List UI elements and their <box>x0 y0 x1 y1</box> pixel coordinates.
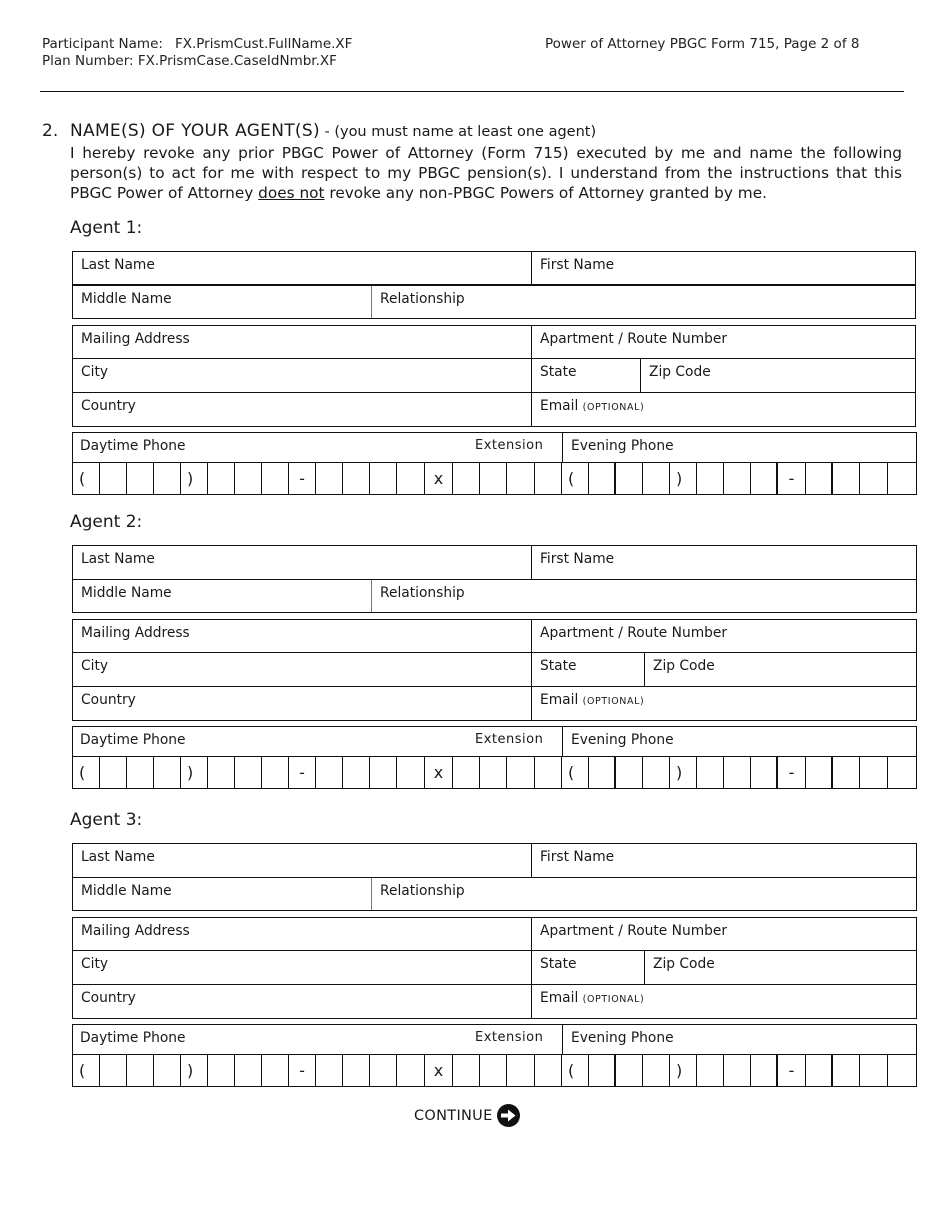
eve-area-digit[interactable] <box>589 463 616 494</box>
day-line-digit[interactable] <box>370 1055 397 1086</box>
agent-3-apartment-field[interactable]: Apartment / Route Number <box>540 923 728 939</box>
day-line-digit[interactable] <box>316 1055 343 1086</box>
dash: - <box>778 1055 806 1086</box>
agent-3-label: Agent 3: <box>70 810 143 830</box>
agent-2-state-field[interactable]: State <box>532 653 645 686</box>
continue-button[interactable] <box>414 1104 520 1127</box>
paren-open: ( <box>562 1055 589 1086</box>
email-label: Email <box>540 692 579 708</box>
section-title-text: NAME(S) OF YOUR AGENT(S) <box>70 121 320 141</box>
agent-3-zip-field[interactable]: Zip Code <box>653 956 715 972</box>
dash: - <box>778 757 806 788</box>
section-number: 2. <box>42 121 59 141</box>
extension-label: Extension <box>475 1030 544 1045</box>
agent-3-mailing-address-field[interactable]: Mailing Address <box>73 918 532 950</box>
email-optional-note: (OPTIONAL) <box>582 994 645 1005</box>
eve-prefix-digit[interactable] <box>724 463 751 494</box>
agent-1-phone-table <box>72 432 917 495</box>
agent-1-address-table <box>72 325 916 427</box>
agent-3-name-table <box>72 843 917 911</box>
eve-line-digit[interactable] <box>806 1055 833 1086</box>
paren-open: ( <box>562 757 589 788</box>
eve-area-digit[interactable] <box>616 1055 643 1086</box>
email-optional-note: (OPTIONAL) <box>582 696 645 707</box>
paren-close: ) <box>670 1055 697 1086</box>
agent-1-middle-name-field[interactable]: Middle Name <box>73 286 372 318</box>
paren-open: ( <box>73 757 100 788</box>
ext-x: x <box>425 757 453 788</box>
paren-close: ) <box>181 757 208 788</box>
dash: - <box>289 1055 316 1086</box>
day-prefix-digit[interactable] <box>262 1055 289 1086</box>
day-area-digit[interactable] <box>154 1055 181 1086</box>
day-area-digit[interactable] <box>127 1055 154 1086</box>
section-instructions <box>70 143 902 203</box>
eve-prefix-digit[interactable] <box>697 1055 724 1086</box>
evening-phone-label: Evening Phone <box>571 438 674 454</box>
phone-divider <box>562 1025 563 1054</box>
eve-area-digit[interactable] <box>589 757 616 788</box>
agent-1-country-field[interactable]: Country <box>73 393 532 426</box>
instructions-part1: I hereby revoke any prior PBGC Power of Attorney (Form 715) executed by me and name the following person(s) to act for me with respect to my PBGC pension(s). I understand from the instructions that this PBGC Power of Attorney <box>70 144 902 202</box>
phone-divider <box>562 433 563 462</box>
day-prefix-digit[interactable] <box>208 463 235 494</box>
paren-close: ) <box>670 757 697 788</box>
section-title-note: - (you must name at least one agent) <box>319 124 597 140</box>
agent-1-last-name-field[interactable]: Last Name <box>73 252 532 284</box>
evening-phone-label: Evening Phone <box>571 732 674 748</box>
agent-2-mailing-address-field[interactable]: Mailing Address <box>73 620 532 652</box>
agent-1-state-field[interactable]: State <box>532 359 641 392</box>
daytime-phone-label: Daytime Phone <box>80 732 186 748</box>
day-line-digit[interactable] <box>343 757 370 788</box>
paren-open: ( <box>73 1055 100 1086</box>
agent-2-city-field[interactable]: City <box>73 653 532 686</box>
eve-prefix-digit[interactable] <box>751 463 778 494</box>
phone-divider <box>562 727 563 756</box>
eve-line-digit[interactable] <box>860 757 888 788</box>
ext-digit[interactable] <box>453 757 480 788</box>
agent-3-email-field[interactable] <box>532 985 916 1018</box>
agent-2-last-name-field[interactable]: Last Name <box>73 546 532 579</box>
ext-digit[interactable] <box>507 1055 535 1086</box>
day-line-digit[interactable] <box>397 463 425 494</box>
dash: - <box>289 463 316 494</box>
agent-2-name-table <box>72 545 917 613</box>
eve-line-digit[interactable] <box>860 463 888 494</box>
eve-line-digit[interactable] <box>888 757 916 788</box>
agent-3-relationship-field[interactable]: Relationship <box>380 883 465 899</box>
plan-label: Plan Number: <box>42 53 134 69</box>
eve-line-digit[interactable] <box>833 463 860 494</box>
eve-area-digit[interactable] <box>643 1055 670 1086</box>
eve-line-digit[interactable] <box>860 1055 888 1086</box>
agent-1-email-field[interactable] <box>532 393 915 426</box>
ext-digit[interactable] <box>480 463 507 494</box>
agent-2-label: Agent 2: <box>70 512 143 532</box>
agent-1-phone-boxes <box>73 463 916 494</box>
paren-close: ) <box>181 1055 208 1086</box>
paren-close: ) <box>670 463 697 494</box>
day-prefix-digit[interactable] <box>208 757 235 788</box>
day-prefix-digit[interactable] <box>208 1055 235 1086</box>
ext-digit[interactable] <box>453 463 480 494</box>
day-line-digit[interactable] <box>343 1055 370 1086</box>
extension-label: Extension <box>475 438 544 453</box>
agent-1-name-table <box>72 251 916 319</box>
agent-3-middle-name-field[interactable]: Middle Name <box>73 878 372 910</box>
agent-1-label: Agent 1: <box>70 218 143 238</box>
day-line-digit[interactable] <box>343 463 370 494</box>
plan-value: FX.PrismCase.CaseIdNmbr.XF <box>137 53 337 69</box>
ext-digit[interactable] <box>535 1055 562 1086</box>
ext-digit[interactable] <box>535 757 562 788</box>
ext-digit[interactable] <box>535 463 562 494</box>
day-area-digit[interactable] <box>100 757 127 788</box>
eve-prefix-digit[interactable] <box>751 757 778 788</box>
agent-2-apartment-field[interactable]: Apartment / Route Number <box>540 625 728 641</box>
instructions-part2: revoke any non-PBGC Powers of Attorney granted by me. <box>324 184 767 202</box>
eve-area-digit[interactable] <box>589 1055 616 1086</box>
eve-line-digit[interactable] <box>806 463 833 494</box>
continue-label: CONTINUE <box>414 1107 493 1124</box>
agent-2-phone-table <box>72 726 917 789</box>
paren-open: ( <box>73 463 100 494</box>
eve-line-digit[interactable] <box>888 1055 916 1086</box>
paren-open: ( <box>562 463 589 494</box>
ext-x: x <box>425 1055 453 1086</box>
agent-1-relationship-field[interactable]: Relationship <box>380 291 465 307</box>
day-area-digit[interactable] <box>100 1055 127 1086</box>
eve-line-digit[interactable] <box>888 463 916 494</box>
ext-digit[interactable] <box>480 757 507 788</box>
dash: - <box>778 463 806 494</box>
extension-label: Extension <box>475 732 544 747</box>
day-line-digit[interactable] <box>370 757 397 788</box>
day-line-digit[interactable] <box>316 463 343 494</box>
ext-digit[interactable] <box>453 1055 480 1086</box>
agent-3-city-field[interactable]: City <box>73 951 532 984</box>
day-prefix-digit[interactable] <box>262 463 289 494</box>
eve-area-digit[interactable] <box>643 757 670 788</box>
header-divider <box>40 91 904 92</box>
eve-prefix-digit[interactable] <box>724 1055 751 1086</box>
paren-close: ) <box>181 463 208 494</box>
arrow-right-circle-icon <box>497 1104 520 1127</box>
eve-area-digit[interactable] <box>616 463 643 494</box>
daytime-phone-label: Daytime Phone <box>80 1030 186 1046</box>
eve-prefix-digit[interactable] <box>724 757 751 788</box>
agent-1-mailing-address-field[interactable]: Mailing Address <box>73 326 532 358</box>
dash: - <box>289 757 316 788</box>
agent-1-city-field[interactable]: City <box>73 359 532 392</box>
agent-3-phone-table <box>72 1024 917 1087</box>
day-prefix-digit[interactable] <box>235 757 262 788</box>
day-prefix-digit[interactable] <box>262 757 289 788</box>
ext-x: x <box>425 463 453 494</box>
ext-digit[interactable] <box>480 1055 507 1086</box>
section-title <box>70 121 902 143</box>
agent-3-first-name-field[interactable]: First Name <box>540 849 615 865</box>
eve-prefix-digit[interactable] <box>697 757 724 788</box>
agent-2-relationship-field[interactable]: Relationship <box>380 585 465 601</box>
eve-line-digit[interactable] <box>833 1055 860 1086</box>
daytime-phone-label: Daytime Phone <box>80 438 186 454</box>
agent-2-zip-field[interactable]: Zip Code <box>653 658 715 674</box>
email-label: Email <box>540 398 579 414</box>
eve-prefix-digit[interactable] <box>697 463 724 494</box>
evening-phone-label: Evening Phone <box>571 1030 674 1046</box>
agent-3-address-table <box>72 917 917 1019</box>
day-line-digit[interactable] <box>397 1055 425 1086</box>
form-title: Power of Attorney PBGC Form 715, Page 2 of 8 <box>545 36 860 52</box>
agent-2-middle-name-field[interactable]: Middle Name <box>73 580 372 612</box>
eve-line-digit[interactable] <box>833 757 860 788</box>
day-prefix-digit[interactable] <box>235 463 262 494</box>
day-area-digit[interactable] <box>127 757 154 788</box>
instructions-emphasis: does not <box>258 184 325 202</box>
email-label: Email <box>540 990 579 1006</box>
day-line-digit[interactable] <box>316 757 343 788</box>
participant-info <box>42 36 352 70</box>
day-area-digit[interactable] <box>127 463 154 494</box>
agent-1-apartment-field[interactable]: Apartment / Route Number <box>540 331 728 347</box>
day-line-digit[interactable] <box>397 757 425 788</box>
participant-value: FX.PrismCust.FullName.XF <box>174 36 353 52</box>
agent-3-last-name-field[interactable]: Last Name <box>73 844 532 877</box>
ext-digit[interactable] <box>507 757 535 788</box>
agent-2-email-field[interactable] <box>532 687 916 720</box>
agent-2-country-field[interactable]: Country <box>73 687 532 720</box>
agent-3-country-field[interactable]: Country <box>73 985 532 1018</box>
day-area-digit[interactable] <box>154 463 181 494</box>
participant-label: Participant Name: <box>42 36 163 52</box>
email-optional-note: (OPTIONAL) <box>582 402 645 413</box>
agent-3-phone-boxes <box>73 1055 916 1086</box>
eve-line-digit[interactable] <box>806 757 833 788</box>
agent-3-state-field[interactable]: State <box>532 951 645 984</box>
agent-2-phone-boxes <box>73 757 916 788</box>
eve-area-digit[interactable] <box>643 463 670 494</box>
day-line-digit[interactable] <box>370 463 397 494</box>
eve-area-digit[interactable] <box>616 757 643 788</box>
agent-2-address-table <box>72 619 917 721</box>
agent-1-zip-field[interactable]: Zip Code <box>649 364 711 380</box>
agent-1-first-name-field[interactable]: First Name <box>540 257 615 273</box>
ext-digit[interactable] <box>507 463 535 494</box>
eve-prefix-digit[interactable] <box>751 1055 778 1086</box>
day-area-digit[interactable] <box>154 757 181 788</box>
day-prefix-digit[interactable] <box>235 1055 262 1086</box>
agent-2-first-name-field[interactable]: First Name <box>540 551 615 567</box>
day-area-digit[interactable] <box>100 463 127 494</box>
